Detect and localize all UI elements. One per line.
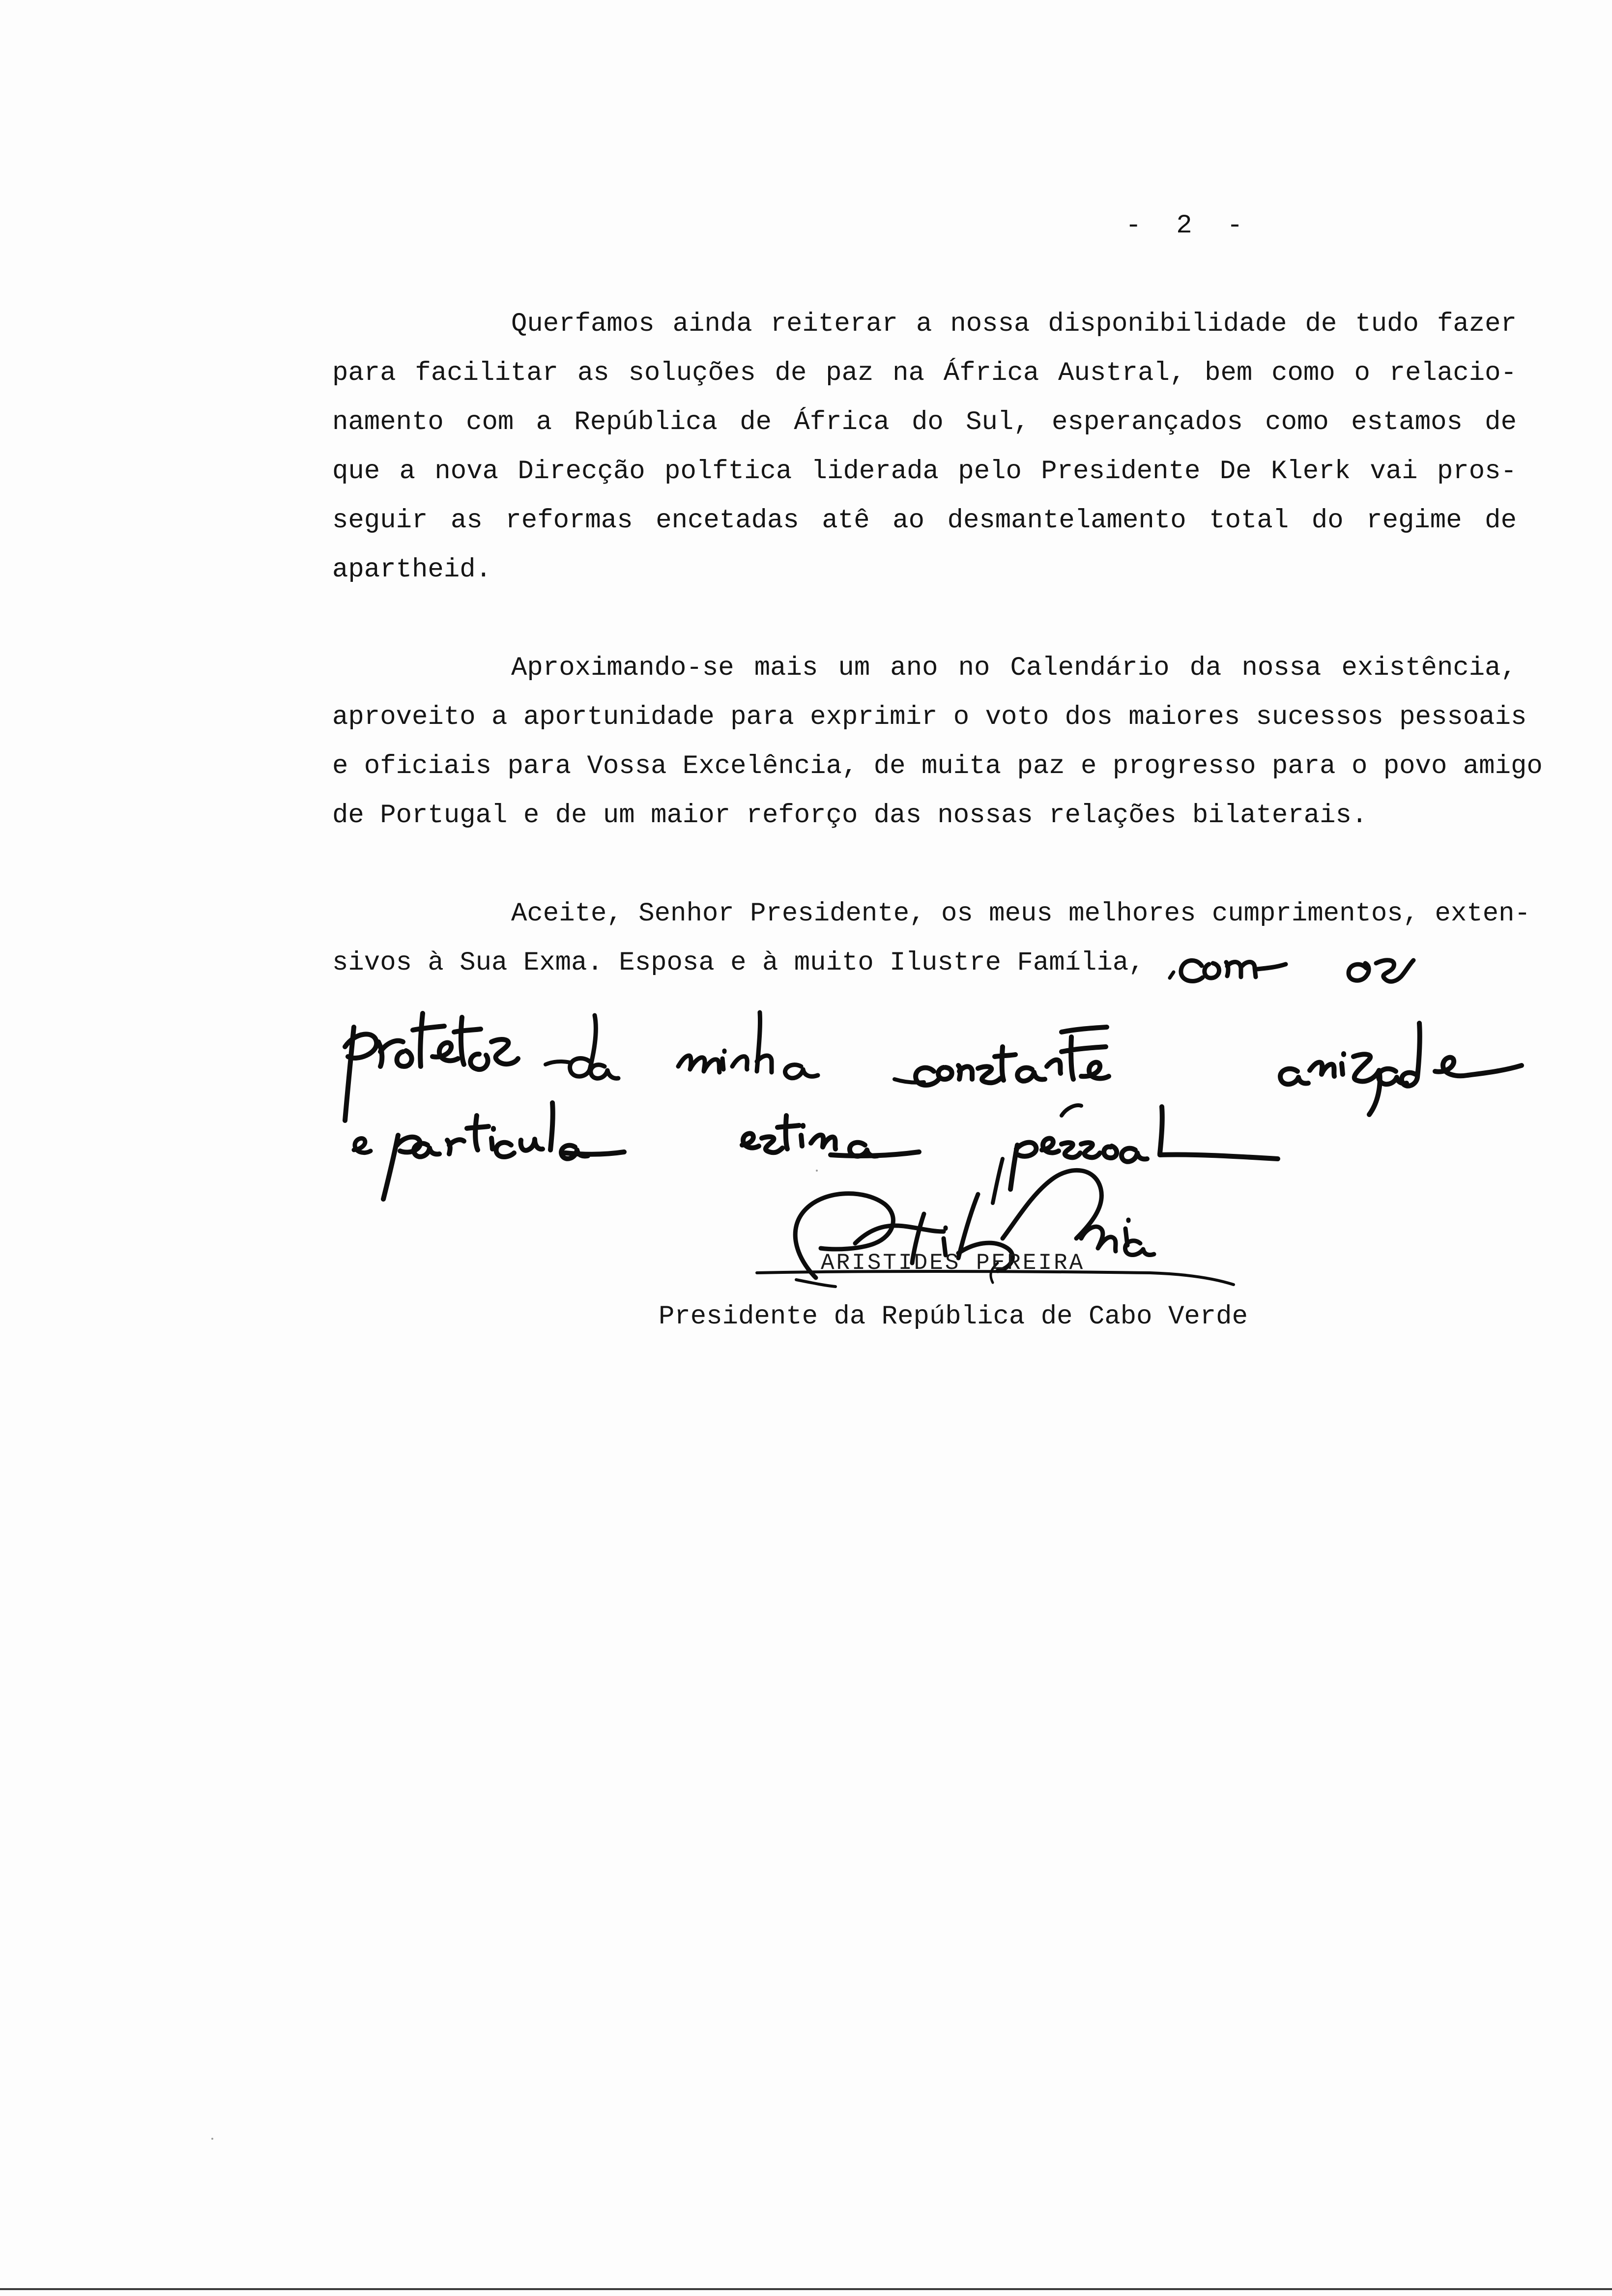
paragraph-3-line-1: Aceite, Senhor Presidente, os meus melhores cumprimentos, exten- (511, 899, 1530, 929)
paragraph-2-line-4: de Portugal e de um maior reforço das nossas relações bilaterais. (332, 801, 1368, 831)
paragraph-1-line-6: apartheid. (332, 555, 492, 585)
paragraph-3-line-2: sivos à Sua Exma. Esposa e à muito Ilustre Família, (332, 948, 1145, 978)
page-number: - 2 - (1125, 211, 1244, 241)
paragraph-2-line-2: aproveito a aportunidade para exprimir o voto dos maiores sucessos pessoais (332, 702, 1527, 732)
scan-speck (816, 1170, 818, 1172)
signatory-title: Presidente da República de Cabo Verde (659, 1302, 1248, 1332)
paragraph-1-line-5: seguir as reformas encetadas atê ao desmantelamento total do regime de (332, 506, 1517, 536)
handwriting-line-2 (345, 1012, 1522, 1120)
paragraph-1-line-4: que a nova Direcção polftica liderada pelo Presidente De Klerk vai pros- (332, 457, 1517, 487)
scan-edge-rule (0, 2288, 1612, 2290)
handwriting-line-1 (1170, 960, 1413, 981)
paragraph-1-line-2: para facilitar as soluções de paz na África Austral, bem como o relacio- (332, 358, 1517, 388)
paragraph-1-line-3: namento com a República de África do Sul, esperançados como estamos de (332, 407, 1517, 437)
paragraph-2-line-3: e oficiais para Vossa Excelência, de muita paz e progresso para o povo amigo (332, 751, 1543, 781)
scan-speck (211, 2138, 213, 2140)
handwriting-line-3 (354, 1103, 1278, 1203)
paragraph-1-line-1: Querfamos ainda reiterar a nossa disponibilidade de tudo fazer (511, 309, 1517, 339)
signatory-typed-name: ARISTIDES PEREIRA (821, 1250, 1085, 1276)
paragraph-2-line-1: Aproximando-se mais um ano no Calendário da nossa existência, (511, 653, 1517, 683)
